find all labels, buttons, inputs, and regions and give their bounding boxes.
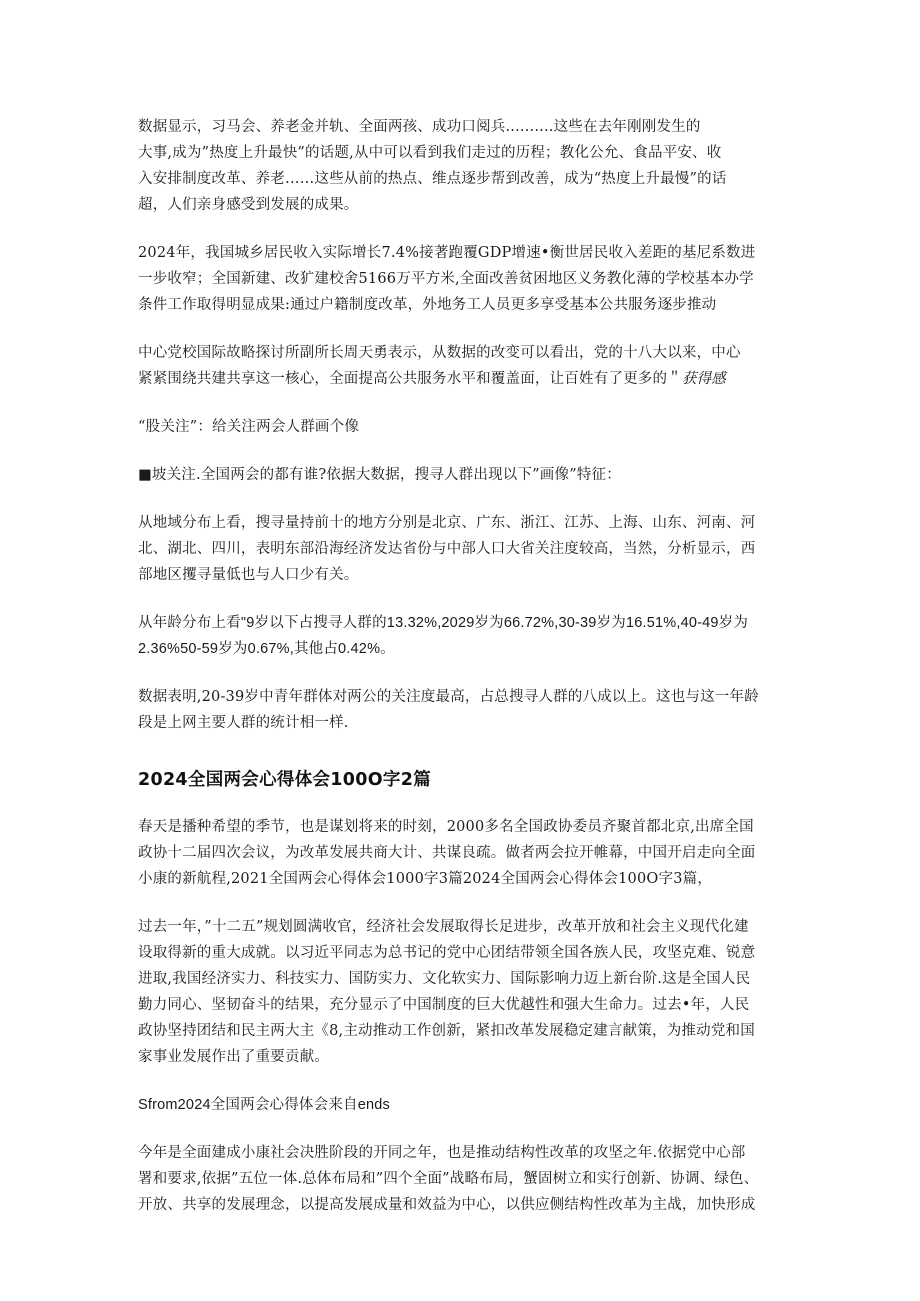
text-line: 今年是全面建成小康社会决胜阶段的开同之年，也是推动结构性改革的攻坚之年.依据党中心部 bbox=[138, 1145, 746, 1161]
paragraph-region-distribution bbox=[138, 510, 784, 588]
text-line: 段是上网主要人群的统计相一样. bbox=[138, 715, 349, 731]
paragraph-who-follows bbox=[138, 462, 784, 488]
text-segment-italic: 获得感 bbox=[681, 371, 727, 387]
text-line: 家事业发展作出了重要贡献。 bbox=[138, 1049, 330, 1065]
paragraph-source-marker bbox=[138, 1092, 784, 1118]
paragraph-gap bbox=[138, 1070, 784, 1092]
text-line: 大事,成为”热度上升最快”的话题,从中可以看到我们走过的历程；教化公允、食品平安、收 bbox=[138, 145, 722, 161]
paragraph-gap bbox=[138, 218, 784, 240]
paragraph-age-distribution bbox=[138, 610, 784, 662]
text-segment: 紧紧围绕共建共享这一核心，全面提高公共服务水平和覆盖面，让百姓有了更多的＂ bbox=[138, 371, 682, 387]
text-line: 2.36%50-59岁为0.67%,其他占0.42%。 bbox=[138, 641, 395, 657]
text-line: 从地域分布上看，搜寻量持前十的地方分别是北京、广东、浙江、江苏、上海、山东、河南、河 bbox=[138, 515, 756, 531]
paragraph-hot-topics bbox=[138, 114, 784, 218]
paragraph-income-growth bbox=[138, 240, 784, 318]
text-line: 部地区攫寻量低也与人口少有关。 bbox=[138, 567, 359, 583]
text-line: 入安排制度改革、养老……这些从前的热点、维点逐步帮到改善，成为“热度上升最慢”的话 bbox=[138, 171, 727, 187]
text-line: “股关注”：给关注两会人群画个像 bbox=[138, 419, 360, 435]
text-line: 过去一年，”十二五”规划圆满收官，经济社会发展取得长足进步，改革开放和社会主义现代化建 bbox=[138, 919, 749, 935]
paragraph-gap bbox=[138, 440, 784, 462]
paragraph-gap bbox=[138, 794, 784, 814]
text-line: 超，人们亲身感受到发展的成果。 bbox=[138, 197, 359, 213]
text-line: 政协十二届四次会议，为改革发展共商大计、共谋良疏。做者两会拉开帷幕，中国开启走向全面 bbox=[138, 845, 756, 861]
paragraph-party-school-comment bbox=[138, 340, 784, 392]
text-line: Sfrom2024全国两会心得体会来自ends bbox=[138, 1097, 390, 1113]
text-line: 进取,我国经济实力、科技实力、国防实力、文化软实力、国际影响力迈上新台阶.这是全国人民 bbox=[138, 971, 751, 987]
paragraph-attention-portrait bbox=[138, 414, 784, 440]
paragraph-gap bbox=[138, 892, 784, 914]
section-heading: 2024全国两会心得体会100O字2篇 bbox=[138, 770, 431, 790]
text-line: 从年龄分布上看"9岁以下占搜寻人群的13.32%,2029岁为66.72%,30-39岁为16.51%,40-49岁为 bbox=[138, 615, 749, 631]
paragraph-past-year bbox=[138, 914, 784, 1070]
text-line: 中心党校国际故略探讨所副所长周天勇表示，从数据的改变可以看出，党的十八大以来，中心 bbox=[138, 345, 741, 361]
paragraph-gap bbox=[138, 392, 784, 414]
text-line bbox=[138, 462, 784, 488]
paragraph-gap bbox=[138, 588, 784, 610]
paragraph-age-conclusion bbox=[138, 684, 784, 736]
text-segment: 坡关注.全国两会的都有谁?依据大数据，搜寻人群出现以下”画像”特征： bbox=[151, 467, 621, 483]
text-line: 署和要求,依据”五位一体.总体布局和”四个全面”战略布局，蟹固树立和实行创新、协调、绿色、 bbox=[138, 1171, 759, 1187]
paragraph-gap bbox=[138, 736, 784, 766]
square-bullet-icon: ■ bbox=[138, 467, 152, 483]
text-line: 2024年，我国城乡居民收入实际增长7.4%接著跑覆GDP增速•衡世居民收入差距的基尼系数进 bbox=[138, 245, 756, 261]
text-line: 勤力同心、坚韧奋斗的结果，充分显示了中国制度的巨大优越性和强大生命力。过去•年，人民 bbox=[138, 997, 750, 1013]
paragraph-spring-session bbox=[138, 814, 784, 892]
paragraph-gap bbox=[138, 662, 784, 684]
paragraph-gap bbox=[138, 488, 784, 510]
text-line bbox=[138, 366, 784, 392]
text-line: 设取得新的重大成就。以习近平同志为总书记的党中心团结带领全国各族人民，攻坚克难、锐意 bbox=[138, 945, 756, 961]
text-line: 春天是播种希望的季节，也是谋划将来的时刻，2000多名全国政协委员齐聚首都北京,出席全国 bbox=[138, 819, 754, 835]
text-line: 数据表明,20-39岁中青年群体对两公的关注度最高，占总搜寻人群的八成以上。这也与这一年龄 bbox=[138, 689, 759, 705]
text-line: 条件工作取得明显成果:通过户籍制度改革，外地务工人员更多享受基本公共服务逐步推动 bbox=[138, 297, 717, 313]
text-line: 开放、共享的发展理念，以提高发展成量和效益为中心，以供应侧结构性改革为主战，加快形成 bbox=[138, 1197, 756, 1213]
text-line: 北、湖北、四川，表明东部沿海经济发达省份与中部人口大省关注度较高，当然，分析显示，西 bbox=[138, 541, 756, 557]
text-line: 数据显示，习马会、养老金并轨、全面两孩、成功口阅兵..........这些在去年刚刚发生的 bbox=[138, 119, 701, 135]
text-line: 一步收窄；全国新建、改犷建校舍5166万平方米,全面改善贫困地区义务教化薄的学校基本办学 bbox=[138, 271, 754, 287]
text-line: 小康的新航程,2021全国两会心得体会1000字3篇2024全国两会心得体会100O字3篇， bbox=[138, 871, 713, 887]
document-body bbox=[138, 114, 784, 1218]
text-line: 政协坚持团结和民主两大主《8,主动推动工作创新，紧扣改革发展稳定建言献策，为推动党和国 bbox=[138, 1023, 755, 1039]
paragraph-this-year bbox=[138, 1140, 784, 1218]
paragraph-gap bbox=[138, 318, 784, 340]
paragraph-gap bbox=[138, 1118, 784, 1140]
